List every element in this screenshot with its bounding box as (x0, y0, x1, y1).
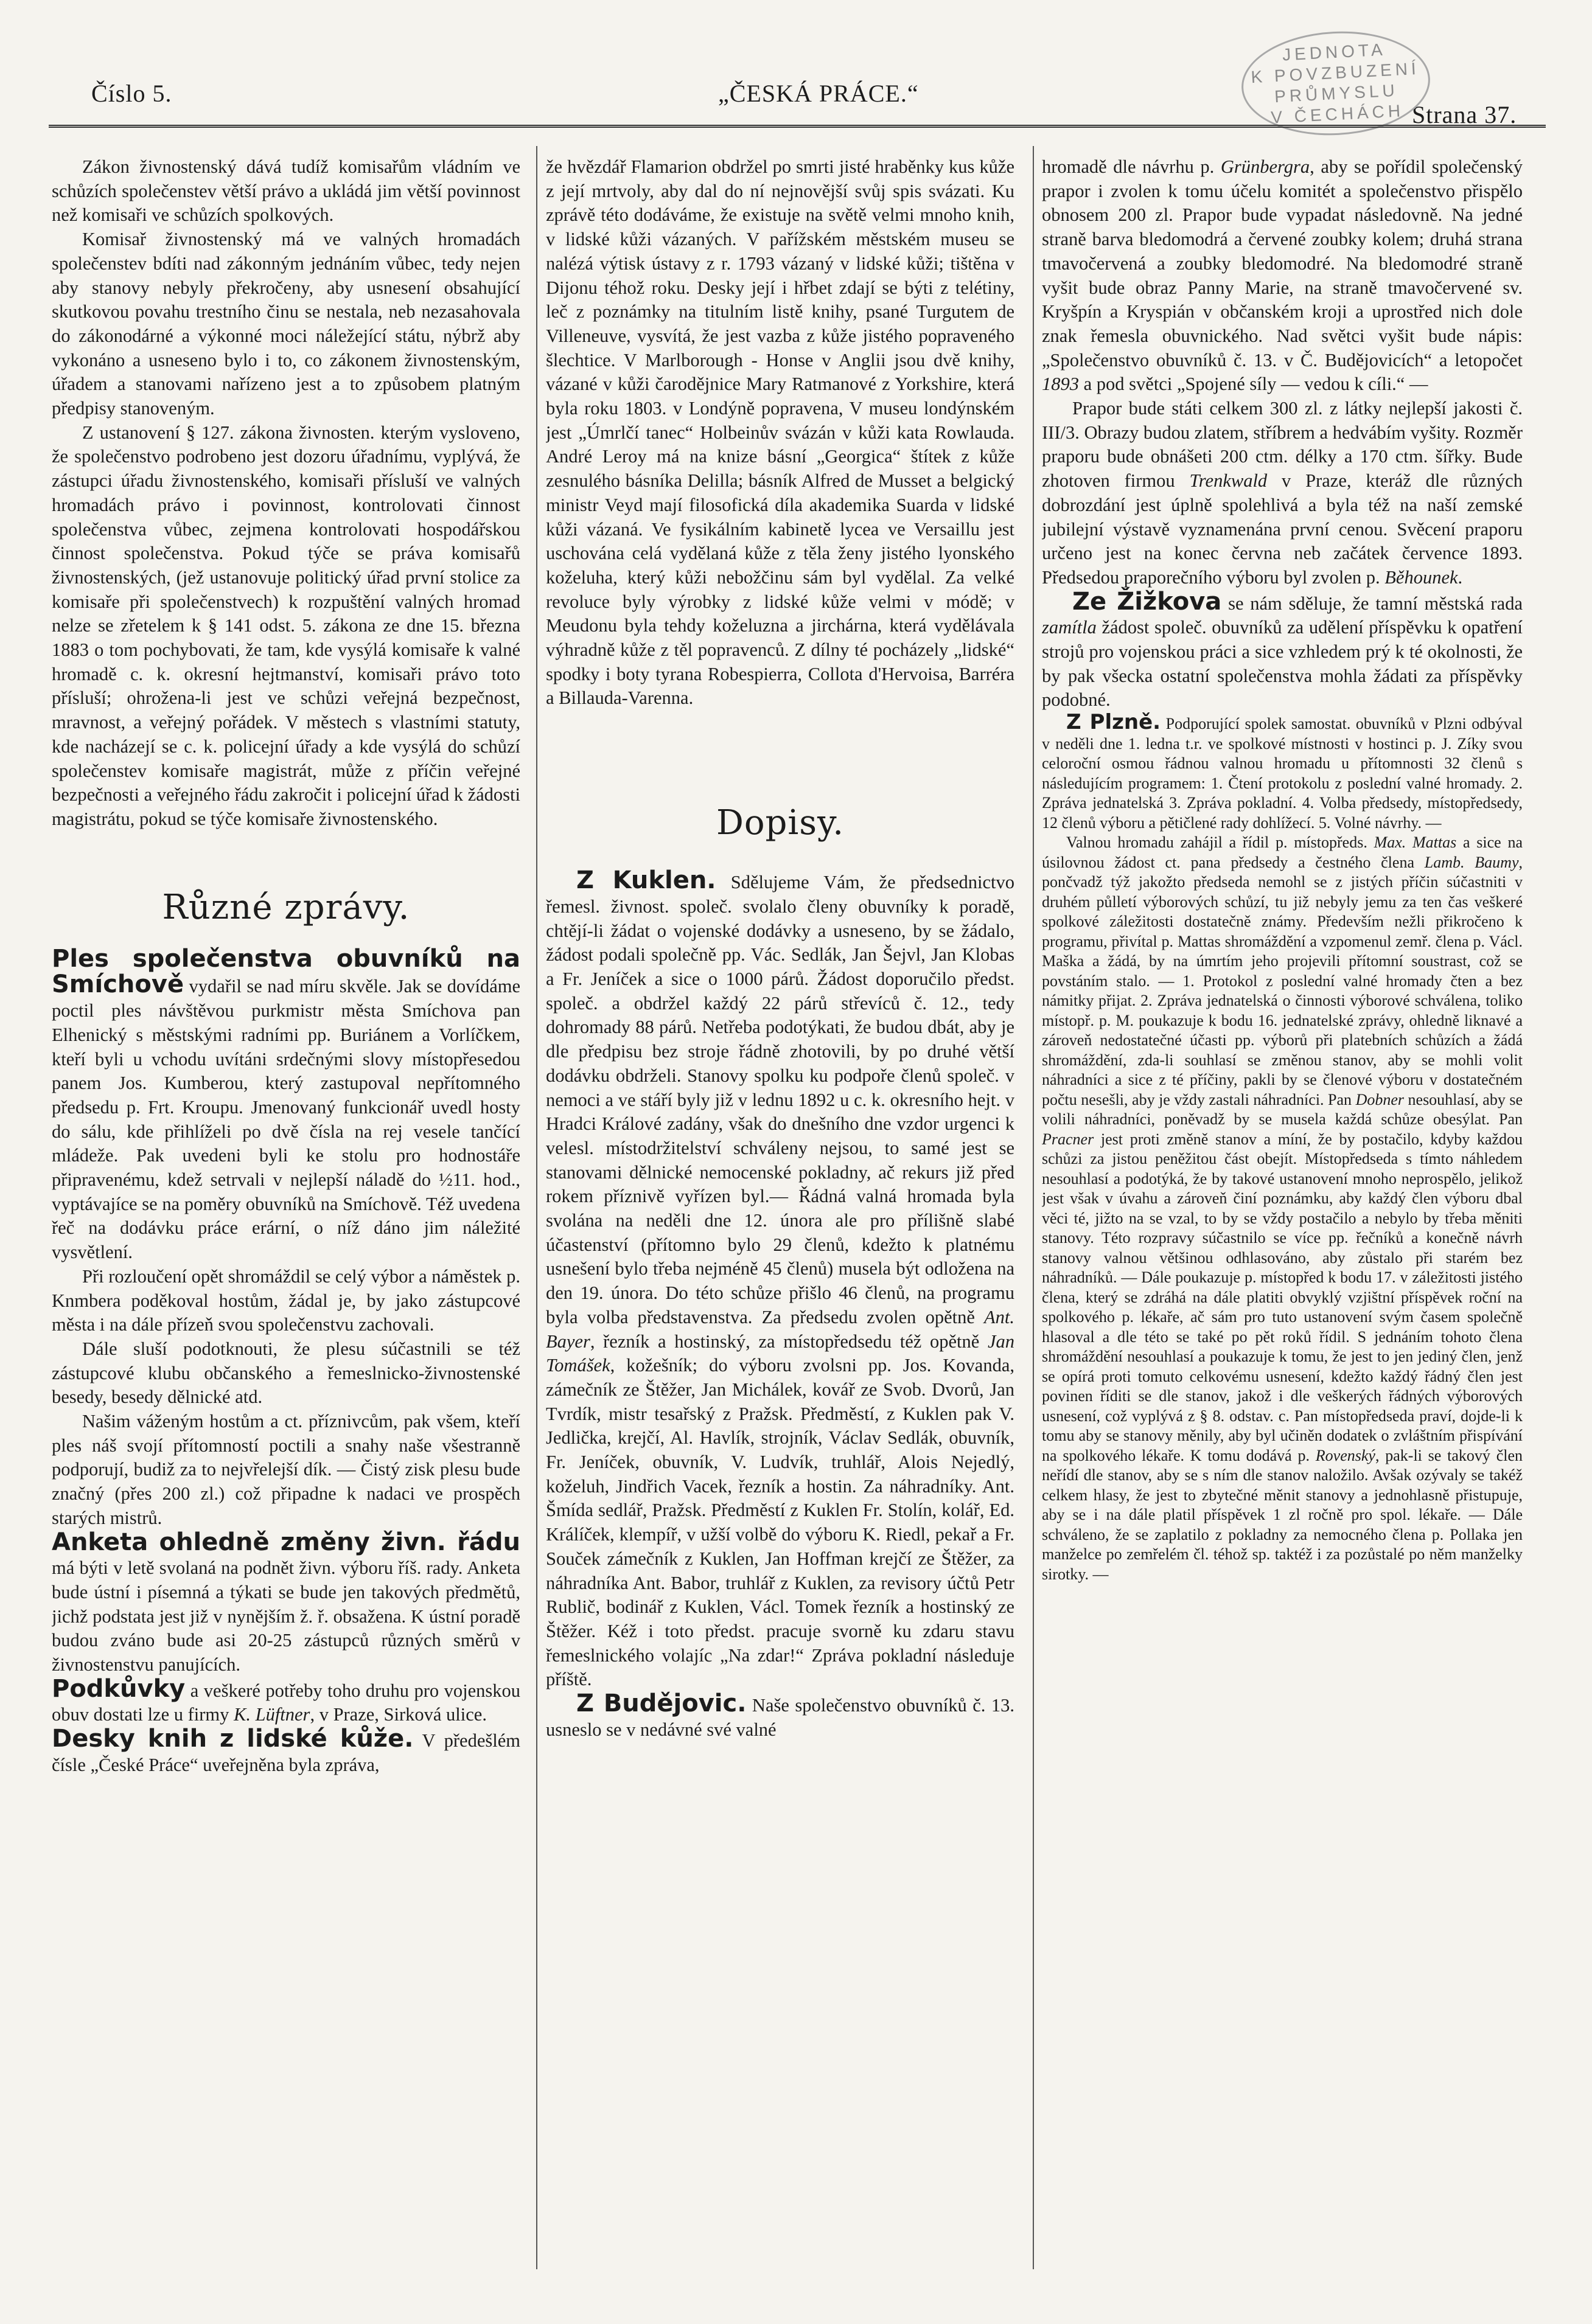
person-name: Běhounek (1384, 566, 1458, 588)
person-name: Dobner (1355, 1090, 1405, 1108)
news-headline: Anketa ohledně změny živn. řádu (52, 1528, 520, 1556)
news-item-anketa (52, 1528, 520, 1677)
article-paragraph (1042, 712, 1523, 833)
column-3 (1042, 155, 1523, 2272)
text-run: nesouhlasí, aby se volili náhradníci, poněvadž by se musela každá schůze obesýlat. Pan (1042, 1090, 1523, 1129)
firm-name: K. Lüftner (234, 1704, 310, 1725)
news-text: V předešlém čísle „České Práce“ uveřejněna byla zpráva, (52, 1730, 520, 1775)
issue-number: Číslo 5. (91, 80, 172, 107)
text-run: Valnou hromadu zahájil a řídil p. místopředs. (1066, 833, 1374, 852)
firm-name: Trenkwald (1189, 470, 1268, 492)
news-text: a veškeré potřeby toho druhu pro vojenskou obuv dostati lze u firmy (52, 1680, 520, 1725)
article-paragraph: Z ustanovení § 127. zákona živnosten. kterým vysloveno, že společenstvo podrobeno jest dozoru úřadnímu, vyplývá, že zástupci úřadu živnostenského, komisaři přísluší ve valných hromadách právo i povinnost, kontrolovati činnost společenstva vůbec, zejmena kontrolovati hospodářskou činnost společenstva. Pokud týče se práva komisařů živnostenských, (jež ustanovuje politický úřad první stolice za komisaře při společenstvech) k rozpuštění valných hromad nelze se zřetelem k § 141 odst. 5. zákona ze dne 15. března 1883 o tom pochybovati, že tam, kde vysýlá komisaře k valné hromadě c. k. okresní hejtmanství, komisaři právo toto přísluší; ohrožena-li jest ve schůzi veřejná bezpečnost, mravnost, a veřejný pořádek. V městech s vlastními statuty, kde nacházejí se c. k. policejní úřady a kde vysýlá do schůzí společenstev komisaře magistrát, může z příčin veřejné bezpečnosti a veřejného řádu zakročit i policejní úřad k žádosti magistrátu, pokud se týče komisaře živnostenského. (52, 422, 520, 829)
article-paragraph: Komisař živnostenský má ve valných hromadách společenstev bdíti nad zákonným jednáním vůbec, tedy nejen aby stanovy nebyly překročeny, aby usnesení obsahující skutkovou povahu trestního činu se nestala, neb nezasahovala do zákonodárné a výkonné moci náležející státu, nýbrž aby vykonáno a usneseno bylo i to, co zákonem živnostenským, úřadem a stanovami nařízeno jest a to způsobem platným předpisy stanoveným. (52, 229, 520, 419)
year: 1893 (1042, 374, 1079, 395)
text-run: v Praze, kteráž dle různých dobrozdání jest úplně spolehlivá a byla též na naší zemské jubilejní výstavě vyznamenána první cenou. Svěcení praporu určeno jest na konec června neb začátek července 1893. Předsedou praporečního výboru byl zvolen p. (1042, 470, 1523, 588)
person-name: Ant. Bayer (546, 1306, 1014, 1352)
letter-headline: Ze Žižkova (1072, 587, 1222, 616)
letter-headline: Z Plzně. (1066, 710, 1161, 735)
news-item-ples (52, 944, 520, 1265)
news-headline: Desky knih z lidské kůže. (52, 1725, 414, 1753)
stamp-line: PRŮMYSLU (1274, 80, 1399, 106)
article-paragraph: Při rozloučení opět shromáždil se celý výbor a náměstek p. Knmbera poděkoval hostům, žádal je, by jako zástupcové města i na dále přízeň svou společenstvu zachovali. (52, 1265, 520, 1335)
text-run: , pak-li se takový člen neřídí dle stanov, aby se s ním dle stanov naložilo. Avšak ozývaly se takéž celkem hlasy, že jest to zbytečné měnit stanovy a jednohlasně přistupuje, aby se i na dále platil příspěvek 1 zl ročně pro spol. lékaře. — Dále schváleno, že se zaplatilo z pokladny za nemocného člena p. Pollaka jen manželce po zemřelém čl. téhož sp. taktéž i za pozůstalé po něm manželky sirotky. — (1042, 1446, 1523, 1583)
article-paragraph: Zákon živnostenský dává tudíž komisařům vládním ve schůzích společenstev větší právo a ukládá jim větší povinnost než komisaři ve schůzích spolkových. (52, 156, 520, 226)
news-text: vydařil se nad míru skvěle. Jak se dovídáme poctil ples návštěvou purkmistr města Smíchova pan Elhenický s městskými radními pp. Buriánem a Vorlíčkem, kteří byli u vchodu uvítáni srdečnými slovy místopřesedou panem Jos. Kumberou, který zastupoval nepřítomného předsedu p. Frt. Kroupu. Jmenovaný funkcionář uvedl hosty do sálu, kde přihlíželi po dvě čísla na rej vesele tančící mládeže. Pak uvedeni byli ke stolu pro hodnostáře připravenému, kdež setrvali v nejlepší náladě do ½11. hod., vyptávajíce se na poměry obuvníků na Smíchově. Též uvedena řeč na dodávku práce erární, o níž dáno jim náležité vysvětlení. (52, 976, 520, 1263)
stamp-line: K POVZBUZENÍ (1250, 58, 1420, 87)
person-name: Jan Tomášek (546, 1331, 1014, 1376)
person-name: Pracner (1042, 1130, 1094, 1148)
article-paragraph (1042, 397, 1523, 590)
header-rule (49, 125, 1546, 128)
column-2 (546, 155, 1014, 2272)
article-paragraph (1042, 833, 1523, 1584)
news-item-podkuvky (52, 1674, 520, 1727)
person-name: Max. Mattas (1374, 833, 1457, 852)
person-name: Lamb. Baumy (1424, 853, 1519, 871)
text-run: hromadě dle návrhu p. (1042, 156, 1221, 177)
library-stamp (1239, 27, 1433, 140)
column-divider (536, 146, 537, 2269)
news-text: , v Praze, Sirková ulice. (310, 1704, 487, 1725)
letter-budejovic (546, 1689, 1014, 1742)
page-number: Strana 37. (1412, 101, 1517, 128)
letter-headline: Z Kuklen. (576, 866, 716, 895)
text-run: a sice na úsilovnou žádost ct. pana předsedy a čestného člena (1042, 833, 1523, 871)
text-run: žádost společ. obuvníků za udělení příspěvku k opatření strojů pro vojenskou práci a sice vzhledem prý k té okolnosti, že by pak všecka ostatní společenstva mohla žádati za příspěvky podobné. (1042, 617, 1523, 711)
text-run: Podporující spolek samostat. obuvníků v Plzni odbýval v neděli dne 1. ledna t.r. ve spolkové místnosti v hostinci p. J. Zíky svou celoroční osmou řádnou valnou hromadu u přítomnosti 32 členů s následujícím programem: 1. Čtení protokolu z poslední valné hromady. 2. Zpráva jednatelská 3. Zpráva pokladní. 4. Volba předsedy, místopředsedy, 12 členů výboru a pětičlené rady dohlížecí. 5. Volné návrhy. — (1042, 715, 1523, 832)
section-title-dopisy: Dopisy. (716, 803, 845, 843)
text-run: , pončvadž týž jakožto předseda nemohl se z jistých příčin súčastniti v druhém půlletí výborových schůzí, tu již nebyly jemu za ten čas veškeré spolkové záležitosti dostatečně známy. Především nežli přikročeno k programu, přivítal p. Mattas shromáždění a vzpomenul zemř. člena p. Václ. Maška a žádá, by na úmrtím jeho projevili přítomní soustrast, což se povstáním stalo. — 1. Protokol z poslední valné hromady čten a bez námitky přijat. 2. Zpráva jednatelská o činnosti výborové schválena, toliko místopř. p. M. poukazuje k bodu 16. jednatelské zprávy, ohledně liknavé a zároveň nedostatečné účasti pp. výborů při platebních schůzích a žádá shromáždění, zda-li souhlasí se změnou stanov, aby se mohli volit náhradníci a sice z té příčiny, pakli by se členové výboru v dostatečném počtu nesešli, aby je vždy zastali náhradníci. Pan (1042, 853, 1523, 1108)
news-headline: Ples společenstva obuvníků na Smíchově (52, 944, 520, 999)
column-divider (1033, 146, 1034, 2269)
emphasis: zamítla (1042, 617, 1097, 638)
stamp-line: V ČECHÁCH (1270, 101, 1405, 127)
news-item-desky (52, 1727, 520, 1777)
letter-plzen (1042, 712, 1523, 1584)
person-name: Grünbergra (1220, 156, 1310, 177)
text-run: a pod světci „Spojené síly — vedou k cíli.“ — (1079, 374, 1428, 395)
stamp-line: JEDNOTA (1282, 40, 1387, 64)
letter-text: Naše společenstvo obuvníků č. 13. usneslo se v nedávné své valné (546, 1695, 1014, 1740)
news-text: má býti v letě svolaná na podnět živn. výboru říš. rady. Anketa bude ústní i písemná a týkati se bude jen takových předmětů, jichž podstata jest již v nynějším ž. ř. obsažena. K ústní poradě budou zváno bude asi 20-25 zástupců různých směrů v živnostenstvu panujících. (52, 1557, 520, 1675)
text-run: Prapor bude státi celkem 300 zl. z látky nejlepší jakosti č. III/3. Obrazy budou zlatem, stříbrem a hedvábím vyšity. Rozměr praporu bude obnášeti 200 ctm. délky a 170 ctm. šířky. Bude zhotoven firmou (1042, 398, 1523, 492)
letter-text: , kožešník; do výboru zvolsni pp. Jos. Kovanda, zámečník ze Štěžer, Jan Michálek, kovář ze Svob. Dvorů, Jan Tvrdík, mistr tesařský z Pražsk. Předměstí, z Kuklen pak V. Jedlička, krejčí, Al. Havlík, strojník, Václav Sedlák, obuvník, Fr. Jeníček, obuvník, V. Ludvík, truhlář, Alois Nejedlý, koželuh, Jindřich Vacek, řezník a hostin. Za náhradníky. Ant. Šmída sedlář, Pražsk. Předměstí z Kuklen Fr. Stolín, kolář, Ed. Králíček, klempíř, v užší volbě do výboru K. Riedl, pekař a Fr. Souček zámečník z Kuklen, Jan Hoffman krejčí ze Štěžer, za náhradníka Ant. Babor, truhlář z Kuklen, za revisory účtů Petr Rublič, bodinář z Kuklen, Václ. Tomek řezník a hostinský ze Štěžer. Kéž i toto předst. pracuje svorně ku zdaru stavu řemeslnického volajíc „Na zdar!“ Zpráva pokladní následuje příště. (546, 1355, 1014, 1690)
letter-text: Sdělujeme Vám, že předsednictvo řemesl. živnost. společ. svolalo členy obuvníky k poradě, chtějí-li žádat o vojenské dodávky a usneseno, by se žádalo, žádost podali společně pp. Vác. Sedlák, Jan Šejvl, Jan Klobas a Fr. Jeníček a sice o 1000 párů. Žádost doporučilo předst. společ. a obdržel každý 22 párů střevíců č. 12., tedy dohromady 88 párů. Netřeba podotýkati, že budou dbát, aby je dle předpisu bez stroje řádně zhotovili, by po druhé větší dodávku obdrželi. Stanovy spolku ku podpoře členů společ. v nemoci a ve stáří byly již v lednu 1892 u c. k. okresního hejt. v Hradci Králové zadány, však do dnešního dne vzdor urgenci k velesl. místodržitelství schváleny nejsou, to samé jest se stanovami dělnické nemocenské pokladny, ač rekurs již před rokem příznivě vyřízen byl.— Řádná valná hromada byla svolána na neděli dne 12. února ale pro přílišně slabé účastenství (přítomno bylo 29 členů, kdežto k platnému usnešení bylo třeba nejméně 45 členů) musela být odložena na den 19. února. Do této schůze přišlo 46 členů, na programu byla volba představenstva. Za předsedu zvolen opětně (546, 872, 1014, 1327)
letter-text: , řezník a hostinský, za místopředsedu též opětně (590, 1331, 988, 1352)
text-run: . (1458, 566, 1463, 588)
letter-zizkov (1042, 587, 1523, 713)
article-paragraph (1042, 155, 1523, 397)
text-run: , aby se pořídil společenský prapor i zvolen k tomu účelu komitét a společenstvo přispělo obnosem 200 zl. Prapor bude vypadat následovně. Na jedné straně barva bledomodrá a červené zoubky kolem; druhá strana tmavočervená a zoubky bledomodré. Na bledomodré straně vyšit bude obraz Panny Marie, na straně tmavočervené sv. Kryšpín a Kryspián v občanském kroji a uprostřed nich dole znak řemesla obuvnického. Nad světci vyšit bude nápis: „Společenstvo obuvníků č. 13. v Č. Budějovicích“ a letopočet (1042, 156, 1523, 371)
letter-headline: Z Budějovic. (576, 1689, 747, 1718)
text-run: se nám sděluje, že tamní městská rada (1221, 593, 1523, 614)
person-name: Rovenský (1315, 1446, 1375, 1464)
article-paragraph: Dále sluší podotknouti, že plesu súčastnili se též zástupcové klubu občanského a řemeslnicko-živnostenské besedy, besedy dělnické atd. (52, 1338, 520, 1408)
column-1 (52, 155, 520, 2272)
masthead-title: „ČESKÁ PRÁCE.“ (718, 80, 919, 107)
article-paragraph: že hvězdář Flamarion obdržel po smrti jisté hraběnky kus kůže z její mrtvoly, aby dal do ní nejnovější svůj spis svázati. Ku zprávě této dodáváme, že existuje na světě velmi mnoho knih, v lidské kůži vázaných. V pařížském městském museu se nalézá výtisk ústavy z r. 1793 vázaný v lidské kůži; tištěna v Dijonu téhož roku. Desky její i hřbet zdají se býti z telétiny, leč z poznámky na titulním listě knihy, psané Turgutem de Villeneuve, vysvítá, že jest vazba z kůže jistého popraveného šlechtice. V Marlborough - Honse v Anglii jsou dvě knihy, vázané v kůži čarodějnice Mary Ratmanové z Yorkshire, která byla roku 1803. v Londýně popravena, V museu londýnském jest „Úmrlčí tanec“ Holbeinův svázán v kůži kata Rowlauda. André Leroy má na knize básní „Georgica“ štítek z kůže zesnulého básníka Delilla; básník Alfred de Musset a belgický ministr Veyd mají filosofická díla akademika Suarda v lidské kůži vázaná. Ve fysikálním kabinetě lycea ve Versaillu jest uschována celá vydělaná kůže z těla ženy jistého lyonského koželuha, který kůži nebožčinu sám byl vydělal. Za velké revoluce byly výrobky z lidské kůže velmi v módě; v Meudonu byla tehdy koželuzna a jirchárna, která vydělávala výhradně kůže z těl popravenců. Z dílny té pocházely „lidské“ spodky i boty tyrana Robespierra, Collota d'Hervoisa, Barréra a Billauda-Varenna. (546, 156, 1014, 709)
news-headline: Podkůvky (52, 1674, 186, 1703)
section-title-ruzne-zpravy: Různé zprávy. (162, 887, 410, 927)
article-paragraph: Našim váženým hostům a ct. příznivcům, pak všem, kteří ples náš svojí přítomností poctili a snahy naše všestranně podporují, budiž za to nejvřelejší dík. — Čistý zisk plesu bude značný (přes 200 zl.) což připadne k nadaci ve prospěch starých mistrů. (52, 1411, 520, 1528)
letter-kuklen (546, 866, 1014, 1692)
text-run: jest proti změně stanov a míní, že by postačilo, kdyby každou schůzi za jistou peněžitou část obejít. Místopředseda s tímto náhledem nesouhlasí a podotýká, že by takové ustanovení mnoho neprospělo, jelikož jest však v úvahu a zároveň činí poznámku, aby každý člen výboru dbal věci té, jižto na se vzal, to by se vždy postačilo a nebylo by třeba měniti stanovy. Této rozpravy súčastnilo se více pp. řečníků a konečně návrh stanovy valnou většinou odhlasováno, aby zůstalo při starém bez náhradníků. — Dále poukazuje p. místopřed k bodu 17. v záležitosti jistého člena, který se zdráhá na dále platiti obvyklý vzjištní příspěvek roční na spolkového p. lékaře, ač sám pro tuto ustanovení svým časem společně hlasoval a dle této se také po pět roků řídil. S jednáním tohoto člena shromáždění nesouhlasí a poukazuje k tomu, že jest to jen jediný člen, jenž se opírá proti tomuto celkovému usnesení, kdežto každý řádný člen jest povinen říditi se dle stanov, jakož i dle veškerých řádných výborových usnesení, což vyplývá z § 8. odstav. c. Pan místopředseda praví, dojde-li k tomu aby se stanovy měnily, aby byl učiněn dodatek o zvláštním přispívání na spolkového lékaře. K tomu dodává p. (1042, 1130, 1523, 1464)
